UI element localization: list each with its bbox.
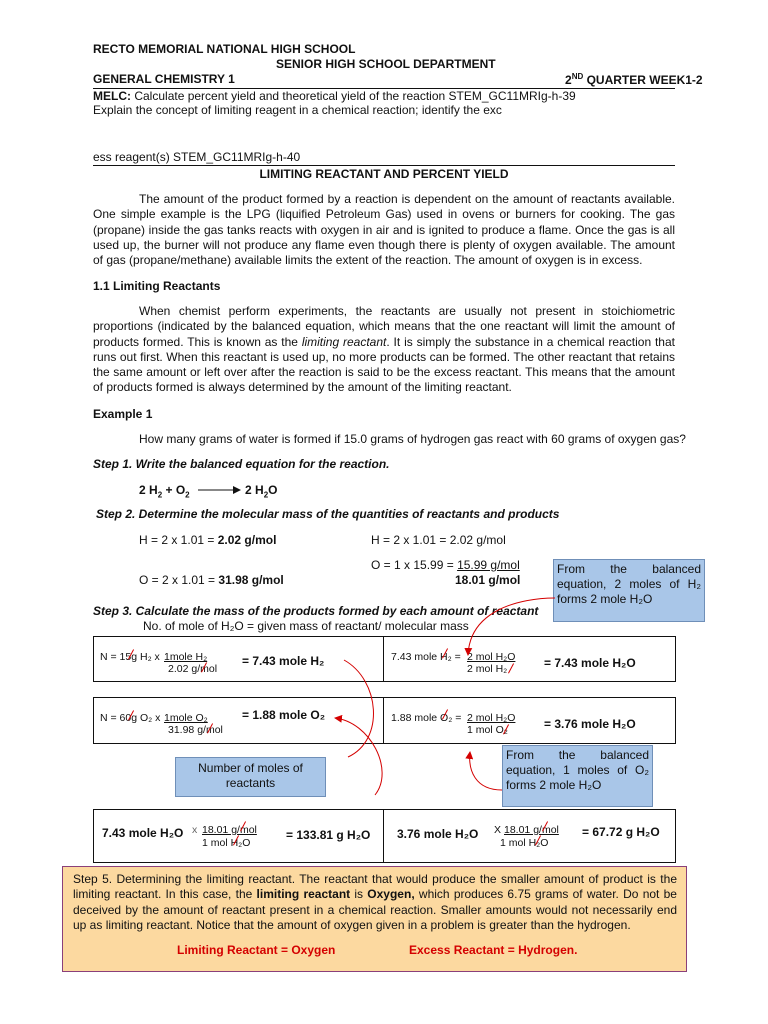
mass-h2: H = 2 x 1.01 = 2.02 g/mol [139,533,277,547]
moles-curve-lower [335,718,382,795]
section-heading: 1.1 Limiting Reactants [93,279,221,293]
limiting-reactant: Limiting Reactant = Oxygen [177,943,336,957]
calc-result: = 1.88 mole O₂ [242,708,326,722]
calc-expression: N = 15g H₂ x [100,651,160,663]
note-o2-arrow [470,752,502,790]
calc-numerator: 2 mol H₂O [467,651,516,663]
equation-product: 2 $H_2O$ [245,483,278,500]
calc-expression: 7.43 mole H₂O [102,826,184,840]
example-heading: Example 1 [93,407,153,421]
mass-h-in-water: H = 2 x 1.01 = 2.02 g/mol [371,533,506,547]
step1-heading: Step 1. Write the balanced equation for the reaction. [93,457,390,471]
calc-numerator: 18.01 g/mol [202,824,257,836]
calc-multiply: X [494,824,502,836]
example-question: How many grams of water is formed if 15.0 grams of hydrogen gas react with 60 grams of oxygen gas? [139,432,686,446]
calc-denominator: 1 mol H₂O [202,837,251,849]
section-paragraph: When chemist perform experiments, the reactants are usually not present in stoichiometric proportions (indicated by the balanced equation, which means that the one reactant will limit the amount of products formed. This is known as the limiting reactant. It is simply the substance in a chemical reaction that runs out first. When this reactant is used up, no more products can be formed. The other reactant that retains the same amount or left over after the reaction is said to be the excess reactant. This means that the amount of products formed is always determined by the amount of the limiting reactant. [93,304,675,395]
calc-result: = 7.43 mole H₂O [544,656,636,670]
step3-formula: No. of mole of H₂O = given mass of reactant/ molecular mass [143,619,469,633]
calc-expression: 7.43 mole H₂ = [391,651,461,663]
step2-heading: Step 2. Determine the molecular mass of the quantities of reactants and products [96,507,560,521]
calc-numerator: 1mole H₂ [164,651,208,663]
calc-denominator: 2 mol H₂ [467,663,508,675]
calc-numerator: 1mole O₂ [164,712,208,724]
calc-result: = 67.72 g H₂O [582,825,660,839]
melc-block: MELC: Calculate percent yield and theoretical yield of the reaction STEM_GC11MRIg-h-39 Explain the concept of limiting reagent in a chemical reaction; identify the exc [93,89,576,117]
calc-expression: 3.76 mole H₂O [397,827,479,841]
page-title: LIMITING REACTANT AND PERCENT YIELD [259,167,509,181]
step5-text: Step 5. Determining the limiting reactant. The reactant that would produce the smaller amount of product is the limiting reactant. In this case, the limiting reactant is Oxygen, which produces 6.75 grams of water. Do not be deceived by the amount of reactant present in a chemical reaction. Smaller amounts would not necessarily end up as limiting reactant. Notice that the amount of oxygen given in a problem is greater than the hydrogen. [73,872,677,932]
calc-numerator: 18.01 g/mol [504,824,559,836]
intro-paragraph: The amount of the product formed by a reaction is dependent on the amount of reactants available. One simple example is the LPG (liquified Petroleum Gas) used in ovens or burners for cooking. The gas (propane) inside the gas tanks reacts with oxygen in air and is ignited to produce a flame. Once the gas is all used up, the burner will not produce any flame even though there is plenty of oxygen available. The amount of gas (propane/methane) available limits the extent of the reaction. The amount of oxygen is in excess. [93,192,675,268]
calc-result: = 3.76 mole H₂O [544,717,636,731]
calc-denominator: 31.98 g/mol [168,724,223,736]
subject-name: GENERAL CHEMISTRY 1 [93,72,235,86]
calc-result: = 7.43 mole H₂ [242,654,325,668]
school-name: RECTO MEMORIAL NATIONAL HIGH SCHOOL [93,42,356,56]
calc-expression: N = 60g O₂ x [100,712,161,724]
note-number-of-moles: Number of moles of reactants [175,757,326,797]
quarter-label: 2ND QUARTER WEEK1-2 [565,72,703,87]
calc-expression: 1.88 mole O₂ = [391,712,462,724]
balanced-equation: 2 $H_2 + O_2$ [139,483,190,500]
note-h2-arrow [468,598,555,655]
moles-curve-upper [344,660,373,757]
excess-reactant: Excess Reactant = Hydrogen. [409,943,578,957]
mass-water-total: 18.01 g/mol [455,573,521,587]
calc-result: = 133.81 g H₂O [286,828,371,842]
calc-denominator: 1 mol H₂O [500,837,549,849]
mass-o-in-water: O = 1 x 15.99 = 15.99 g/mol [371,558,520,572]
calc-denominator: 1 mol O₂ [467,724,508,736]
calc-numerator: 2 mol H₂O [467,712,516,724]
mass-o2: O = 2 x 1.01 = 31.98 g/mol [139,573,284,587]
calc-denominator: 2.02 g/mol [168,663,218,675]
department-name: SENIOR HIGH SCHOOL DEPARTMENT [276,57,496,71]
step3-heading: Step 3. Calculate the mass of the products formed by each amount of reactant [93,604,539,618]
note-balanced-h2: From the balanced equation, 2 moles of H₂ forms 2 mole H₂O [553,559,705,622]
calc-multiply: x [192,824,198,836]
melc-continuation: ess reagent(s) STEM_GC11MRIg-h-40 [93,150,301,164]
note-balanced-o2: From the balanced equation, 1 moles of O₂ forms 2 mole H₂O [502,745,653,807]
